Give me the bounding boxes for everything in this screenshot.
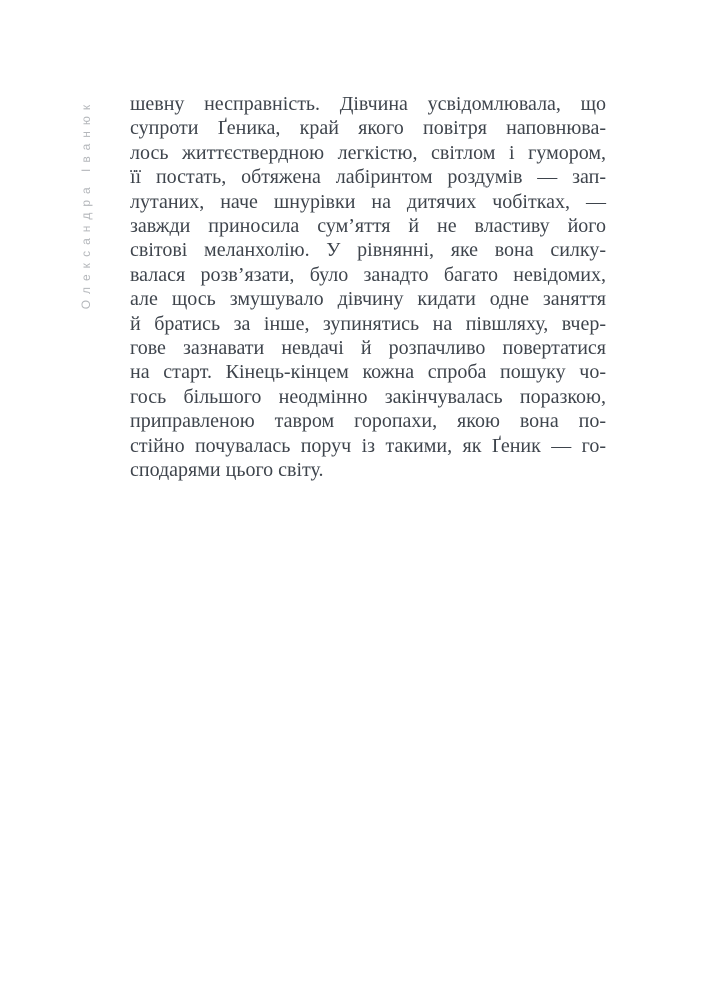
text-line: сподарями цього світу. xyxy=(130,459,324,482)
text-line: й братись за інше, зупинятись на півшляху, вчер- xyxy=(130,312,606,335)
text-line: валася розв’язати, було занадто багато невідомих, xyxy=(130,263,606,286)
text-line: стійно почувалась поруч із такими, як Ґеник — го- xyxy=(130,434,606,457)
text-line: завжди приносила сум’яття й не властиву його xyxy=(130,215,606,238)
text-line: лось життєствердною легкістю, світлом і гумором, xyxy=(130,141,606,164)
body-text xyxy=(130,92,606,483)
text-line: приправленою тавром горопахи, якою вона по- xyxy=(130,410,606,433)
text-line: лутаних, наче шнурівки на дитячих чобітках, — xyxy=(130,190,606,213)
text-line: світові меланхолію. У рівнянні, яке вона силку- xyxy=(130,239,606,262)
text-line: на старт. Кінець-кінцем кожна спроба пошуку чо- xyxy=(130,361,606,384)
text-line: гове зазнавати невдачі й розпачливо повертатися xyxy=(130,337,606,360)
text-line: її постать, обтяжена лабіринтом роздумів — зап- xyxy=(130,166,606,189)
text-line: супроти Ґеника, край якого повітря наповнюва- xyxy=(130,117,606,140)
text-line: гось більшого неодмінно закінчувалась поразкою, xyxy=(130,385,606,408)
text-line: але щось змушувало дівчину кидати одне заняття xyxy=(130,288,606,311)
text-line: шевну несправність. Дівчина усвідомлювала, що xyxy=(130,93,606,115)
author-name-vertical: Олександра Іванюк xyxy=(79,98,93,310)
